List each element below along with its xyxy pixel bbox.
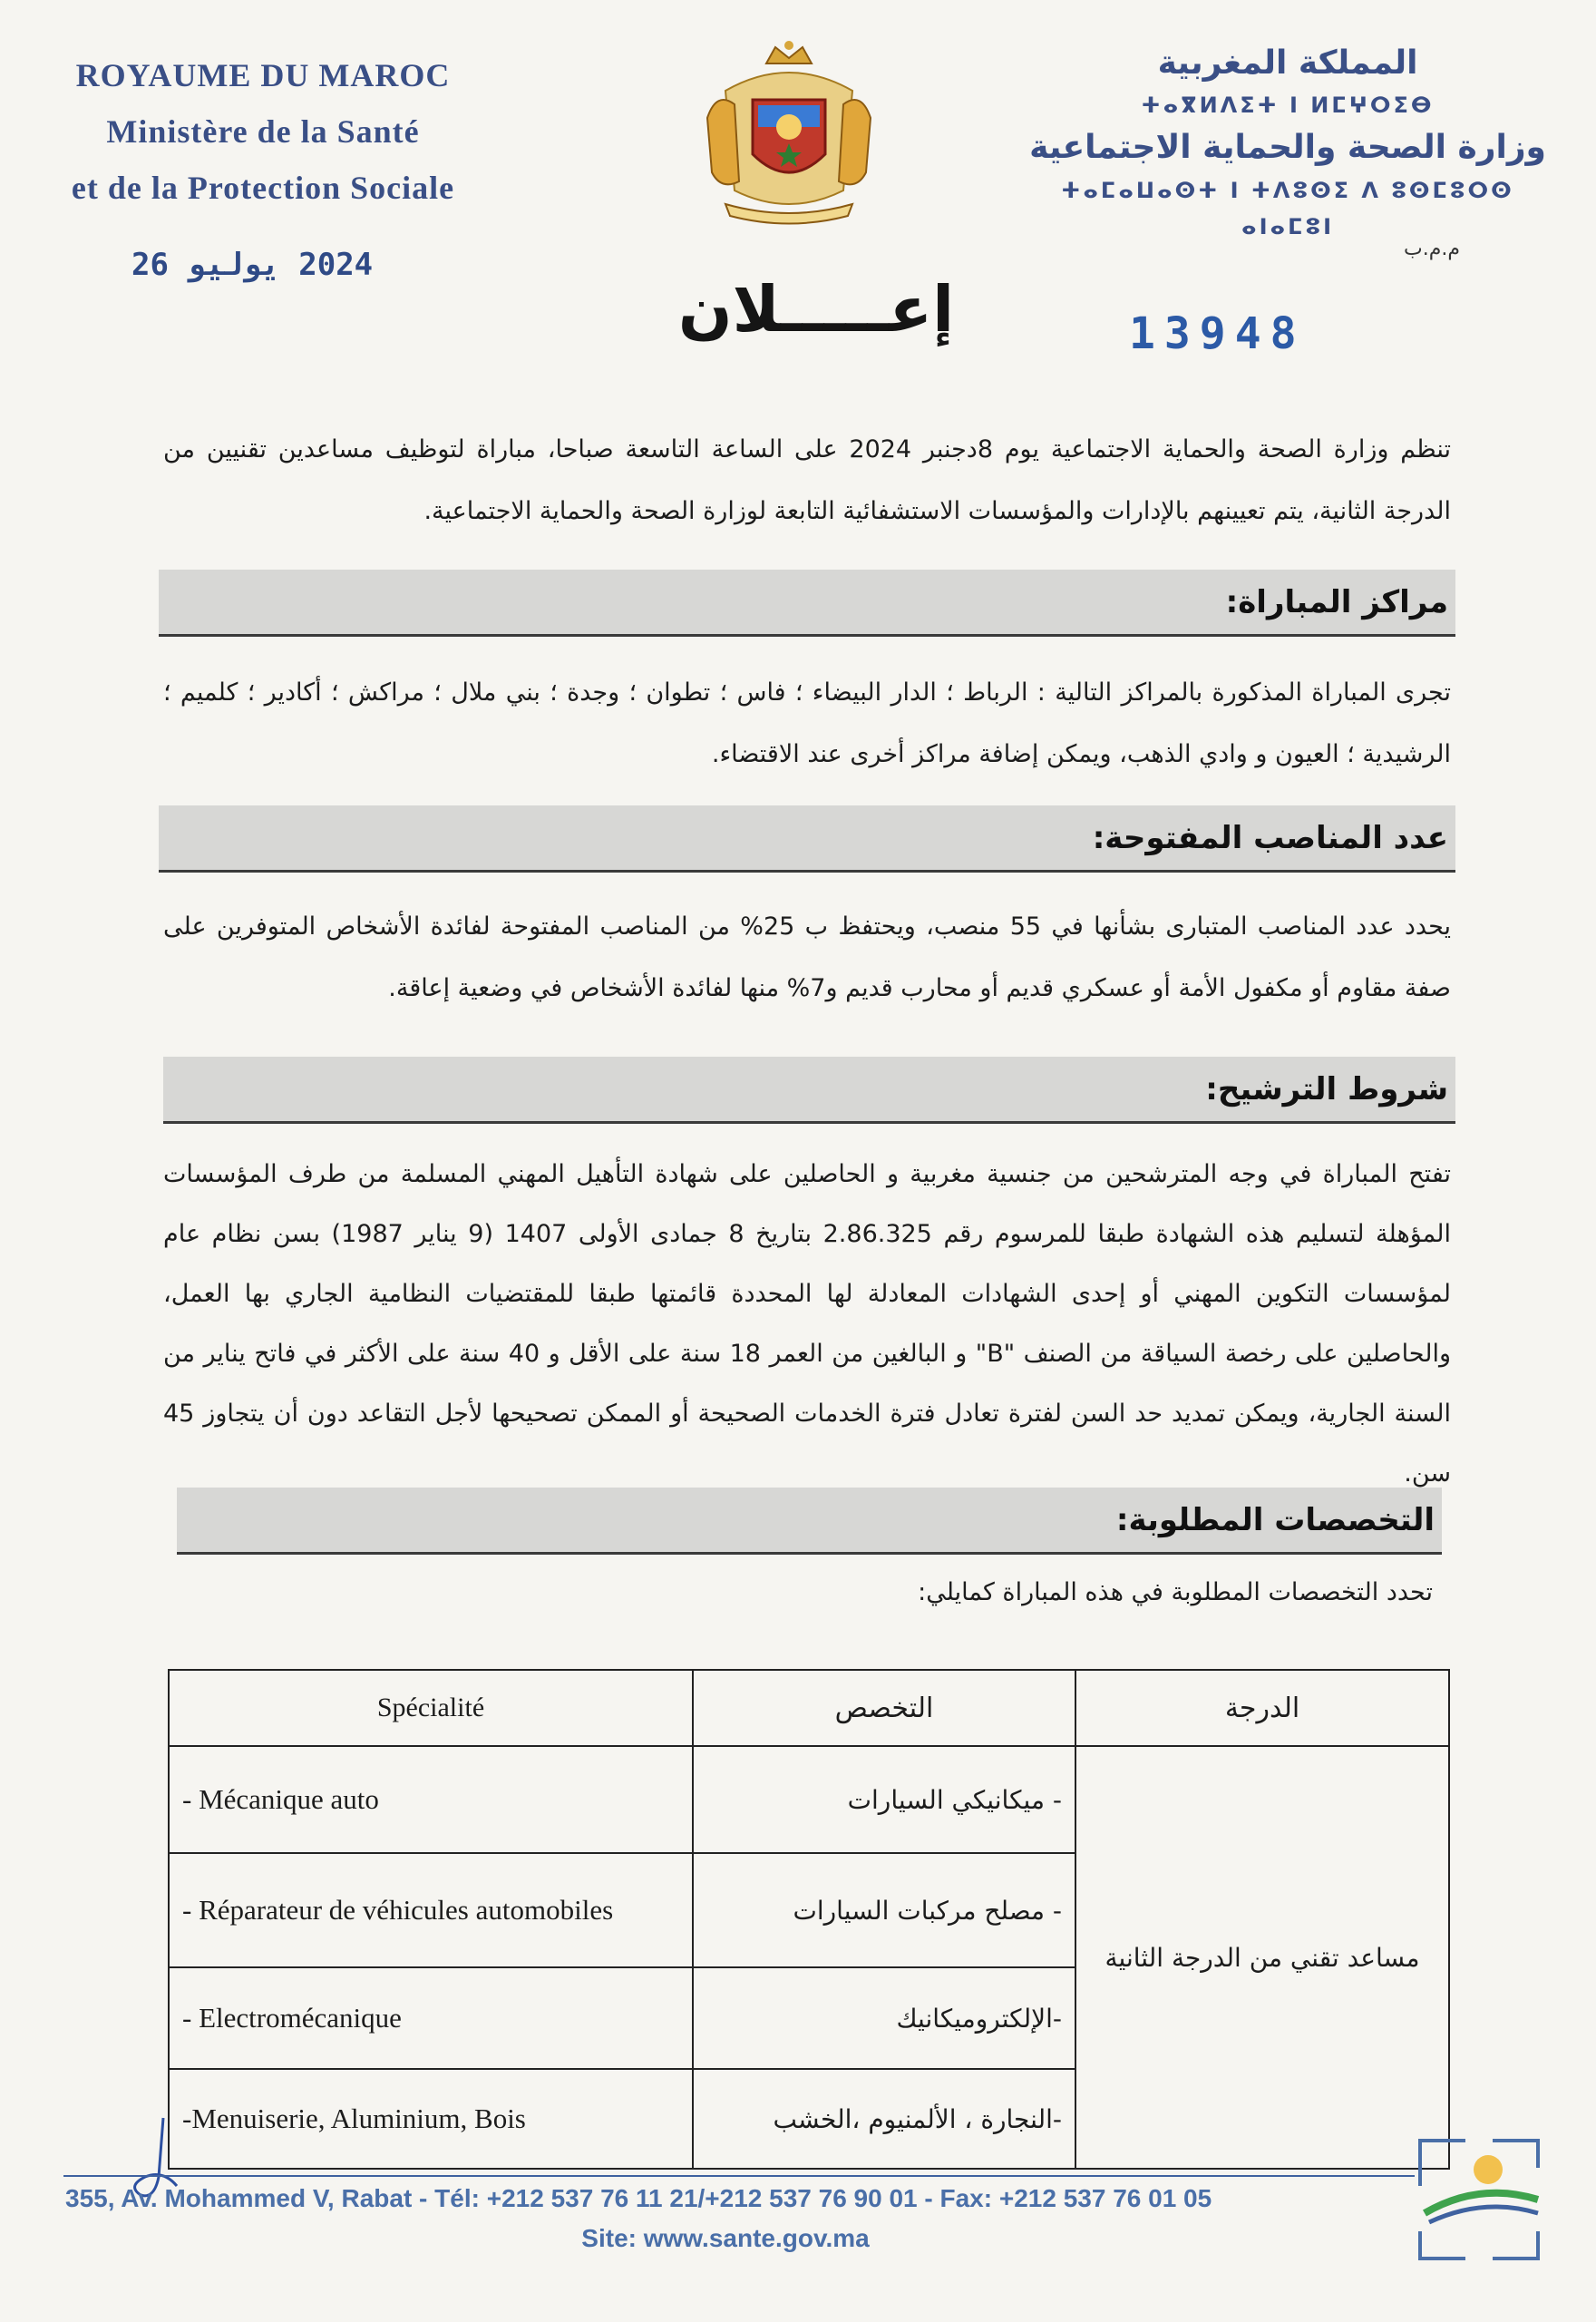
section-body-posts: يحدد عدد المناصب المتبارى بشأنها في 55 منصب، ويحتفظ ب 25% من المناصب المفتوحة لفائدة الأشخاص المتوفرين على صفة مقاوم أو مكفول الأمة أو عسكري قديم أو محارب قديم و7% منها لفائدة الأشخاص في وضعية إعاقة.	[163, 912, 1452, 1002]
header-ar-line1: المملكة المغربية	[1157, 44, 1418, 82]
cell-takhassus: - مصلح مركبات السيارات	[693, 1853, 1075, 1967]
table-row	[169, 1746, 1449, 1853]
header-tifinagh-line2: ⵜⴰⵎⴰⵡⴰⵙⵜ ⵏ ⵜⴷⵓⵙⵉ ⴷ ⵓⵙⵎⵓⵔⵙ ⴰⵏⴰⵎⵓⵏ	[1061, 178, 1514, 239]
section-heading-centers	[159, 570, 1455, 637]
section-heading-posts	[159, 805, 1455, 873]
footer-address: 355, Av. Mohammed V, Rabat - Tél: +212 537 76 11 21/+212 537 76 90 01 - Fax: +212 537 76 01 05	[65, 2184, 1212, 2212]
section-heading-specialties	[177, 1488, 1442, 1555]
cell-grade: مساعد تقني من الدرجة الثانية	[1075, 1746, 1449, 2169]
header-fr-line3: et de la Protection Sociale	[71, 170, 455, 206]
number-stamp: 13948	[1129, 308, 1306, 359]
header-takhassus: التخصص	[693, 1670, 1075, 1746]
cell-takhassus: -النجارة ، الألمنيوم ،الخشب	[693, 2069, 1075, 2169]
intro-paragraph: تنظم وزارة الصحة والحماية الاجتماعية يوم 8دجنبر 2024 على الساعة التاسعة صباحا، مباراة لتوظيف مساعدين تقنيين من الدرجة الثانية، يتم تعيينهم بالإدارات والمؤسسات الاستشفائية التابعة لوزارة الصحة والحماية الاجتماعية.	[163, 435, 1451, 525]
cell-takhassus: -الإلكتروميكانيك	[693, 1967, 1075, 2069]
section-body-conditions: تفتح المباراة في وجه المترشحين من جنسية مغربية و الحاصلين على شهادة التأهيل المهني المسلمة من طرف المؤسسات المؤهلة لتسليم هذه الشهادة طبقا للمرسوم رقم 2.86.325 بتاريخ 8 جمادى الأولى 1407 (9 يناير 1987) بسن نظام عام لمؤسسات التكوين المهني أو إحدى الشهادات المعادلة لها المحددة قائمتها طبقا للمقتضيات النظامية الجاري بها العمل، والحاصلين على رخصة السياقة من الصنف "B" و البالغين من العمر 18 سنة على الأقل و 40 سنة على الأكثر في فاتح يناير من السنة الجارية، ويمكن تمديد حد السن لفترة تعادل فترة الخدمات الصحيحة أو الممكن تصحيحها لأجل التقاعد دون أن يتجاوز 45 سن.	[163, 1160, 1452, 1488]
header-fr-line2: Ministère de la Santé	[106, 113, 420, 150]
section-heading-text: شروط الترشيح:	[1205, 1070, 1448, 1107]
cell-specialite: -Menuiserie, Aluminium, Bois	[169, 2069, 693, 2169]
header-specialite: Spécialité	[169, 1670, 693, 1746]
document-title: إعـــــلان	[677, 272, 955, 346]
date-stamp: 2024 يوليو 26	[131, 247, 374, 283]
section-heading-conditions	[163, 1057, 1455, 1124]
section-heading-text: التخصصات المطلوبة:	[1115, 1501, 1435, 1538]
coat-of-arms-icon	[689, 36, 889, 227]
section-heading-text: مراكز المباراة:	[1225, 583, 1448, 620]
cell-takhassus: - ميكانيكي السيارات	[693, 1746, 1075, 1853]
section-body-centers: تجرى المباراة المذكورة بالمراكز التالية : الرباط ؛ الدار البيضاء ؛ فاس ؛ تطوان ؛ وجدة ؛ بني ملال ؛ مراكش ؛ أكادير ؛ كلميم ؛ الرشيدية ؛ العيون و وادي الذهب، ويمكن إضافة مراكز أخرى عند الاقتضاء.	[163, 678, 1451, 768]
header-french	[27, 47, 499, 216]
header-grade: الدرجة	[1075, 1670, 1449, 1746]
footer-divider	[63, 2175, 1415, 2177]
specialties-table	[168, 1669, 1450, 2170]
footer-site: Site: www.sante.gov.ma	[581, 2224, 870, 2252]
header-tifinagh-line1: ⵜⴰⴳⵍⴷⵉⵜ ⵏ ⵍⵎⵖⵔⵉⴱ	[1141, 93, 1435, 118]
cell-specialite: - Mécanique auto	[169, 1746, 693, 1853]
table-header-row	[169, 1670, 1449, 1746]
table-intro: تحدد التخصصات المطلوبة في هذه المباراة كمايلي:	[918, 1578, 1433, 1606]
ministry-logo-icon	[1411, 2132, 1547, 2268]
header-arabic	[1016, 40, 1560, 245]
section-heading-text: عدد المناصب المفتوحة:	[1092, 819, 1448, 856]
header-ar-line2: وزارة الصحة والحماية الاجتماعية	[1029, 129, 1546, 166]
cell-specialite: - Electromécanique	[169, 1967, 693, 2069]
reference-code: م.م.ب	[1404, 238, 1460, 260]
header-fr-line1: ROYAUME DU MAROC	[75, 57, 451, 93]
cell-specialite: - Réparateur de véhicules automobiles	[169, 1853, 693, 1967]
